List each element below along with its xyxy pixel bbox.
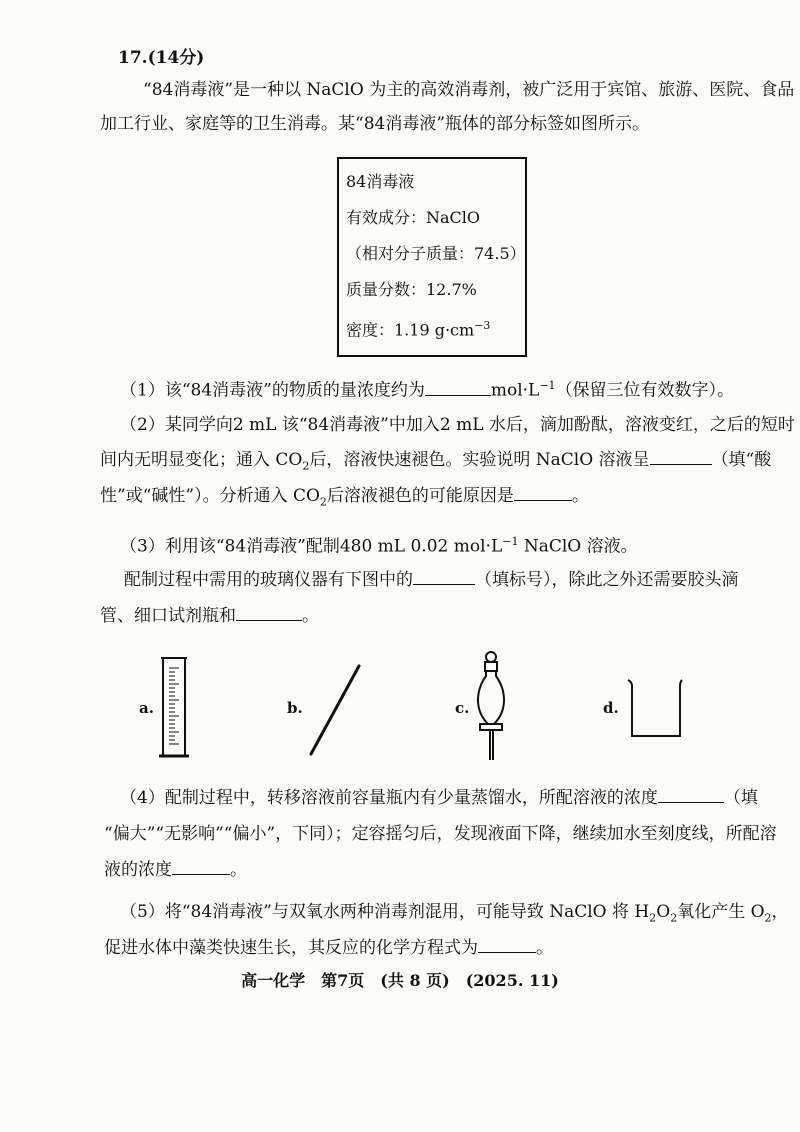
label-density-value: 密度：1.19 g·cm xyxy=(346,320,475,340)
q2-text-a: 间内无明显变化；通入 CO xyxy=(100,450,303,470)
q5-line-2 xyxy=(104,936,553,960)
q4-concentration-blank-1[interactable] xyxy=(658,786,724,803)
q1-unit: mol·L xyxy=(490,380,540,401)
page-footer: 高一化学 第7页 (共 8 页) (2025. 11) xyxy=(241,971,559,990)
label-component: 有效成分：NaClO xyxy=(346,208,481,227)
q1-unit-exponent: −1 xyxy=(539,379,556,392)
q5-text-c: 氧化产生 O xyxy=(677,902,765,922)
apparatus-a-label: a. xyxy=(139,699,154,717)
q2-text-c: （填“酸 xyxy=(711,450,772,470)
q5-line-1 xyxy=(120,900,789,930)
q3-line-3 xyxy=(100,604,319,628)
q4-text-b: （填 xyxy=(723,788,758,808)
q3-text-d: （填标号），除此之外还需要胶头滴 xyxy=(475,570,739,590)
q4-line-1 xyxy=(120,786,758,810)
q2-line-2 xyxy=(100,448,771,478)
q5-sub-3: 2 xyxy=(764,911,772,925)
q1-suffix: （保留三位有效数字）。 xyxy=(555,380,735,401)
q2-line-3 xyxy=(100,484,589,514)
q2-text-f: 。 xyxy=(571,486,589,506)
q1-answer-blank[interactable] xyxy=(425,379,491,396)
intro-line-2: 加工行业、家庭等的卫生消毒。某“84消毒液”瓶体的部分标签如图所示。 xyxy=(100,114,650,134)
label-density xyxy=(346,315,490,341)
q2-reason-blank[interactable] xyxy=(514,484,572,501)
q3-text-f: 。 xyxy=(302,606,319,626)
q1-text: （1）该“84消毒液”的物质的量浓度约为 xyxy=(120,380,425,401)
apparatus-c-label: c. xyxy=(455,699,470,717)
label-molar-mass: （相对分子质量：74.5） xyxy=(346,244,526,263)
q3-line-1 xyxy=(120,530,638,559)
q1-line xyxy=(120,374,734,403)
q2-text-e: 后溶液褪色的可能原因是 xyxy=(326,486,514,506)
q2-sub-a: 2 xyxy=(302,459,310,473)
q3-text-e: 管、细口试剂瓶和 xyxy=(100,606,236,626)
q5-equation-blank[interactable] xyxy=(478,936,536,953)
q5-text-b: O xyxy=(656,902,671,922)
separatory-funnel-icon xyxy=(468,650,514,766)
q3-extra-blank[interactable] xyxy=(236,604,302,621)
q5-text-e: 促进水体中藻类快速生长，其反应的化学方程式为 xyxy=(104,938,478,958)
q4-text-d: 。 xyxy=(230,860,247,880)
graduated-cylinder-icon xyxy=(155,652,195,762)
q2-acidity-blank[interactable] xyxy=(650,448,712,465)
q5-sub-1: 2 xyxy=(649,911,657,925)
q3-apparatus-blank[interactable] xyxy=(413,568,475,585)
label-name: 84消毒液 xyxy=(346,172,415,191)
q3-sup: −1 xyxy=(502,535,519,548)
apparatus-d-label: d. xyxy=(603,699,619,717)
q2-text-d: 性”或“碱性”）。分析通入 CO xyxy=(100,486,320,506)
q3-text-b: NaClO 溶液。 xyxy=(518,536,638,557)
q4-text-c: 液的浓度 xyxy=(104,860,172,880)
question-header: 17.(14分) xyxy=(118,48,205,68)
q5-text-a: （5）将“84消毒液”与双氧水两种消毒剂混用，可能导致 NaClO 将 H xyxy=(120,902,650,922)
q4-concentration-blank-2[interactable] xyxy=(172,858,230,875)
q5-text-f: 。 xyxy=(536,938,553,958)
q5-text-d: ， xyxy=(771,902,789,922)
q2-line-1: （2）某同学向2 mL 该“84消毒液”中加入2 mL 水后，滴加酚酞，溶液变红，之后的短时 xyxy=(120,415,795,435)
beaker-icon xyxy=(624,676,686,742)
q2-sub-b: 2 xyxy=(319,495,327,509)
q2-text-b: 后，溶液快速褪色。实验说明 NaClO 溶液呈 xyxy=(309,450,650,470)
bottle-label xyxy=(337,157,527,357)
q3-line-2 xyxy=(124,568,739,592)
q5-sub-2: 2 xyxy=(670,911,678,925)
label-mass-fraction: 质量分数：12.7% xyxy=(346,280,477,299)
glass-rod-icon xyxy=(305,662,365,758)
intro-line-1: “84消毒液”是一种以 NaClO 为主的高效消毒剂，被广泛用于宾馆、旅游、医院、食品 xyxy=(143,80,795,100)
apparatus-b-label: b. xyxy=(287,699,303,717)
q3-text-c: 配制过程中需用的玻璃仪器有下图中的 xyxy=(124,570,413,590)
label-density-exponent: −3 xyxy=(474,319,491,332)
q4-text-a: （4）配制过程中，转移溶液前容量瓶内有少量蒸馏水，所配溶液的浓度 xyxy=(120,788,658,808)
q4-line-2: “偏大”“无影响”“偏小”，下同）；定容摇匀后，发现液面下降，继续加水至刻度线，所配溶 xyxy=(104,824,777,844)
q4-line-3 xyxy=(104,858,247,882)
q3-text-a: （3）利用该“84消毒液”配制480 mL 0.02 mol·L xyxy=(120,536,503,557)
